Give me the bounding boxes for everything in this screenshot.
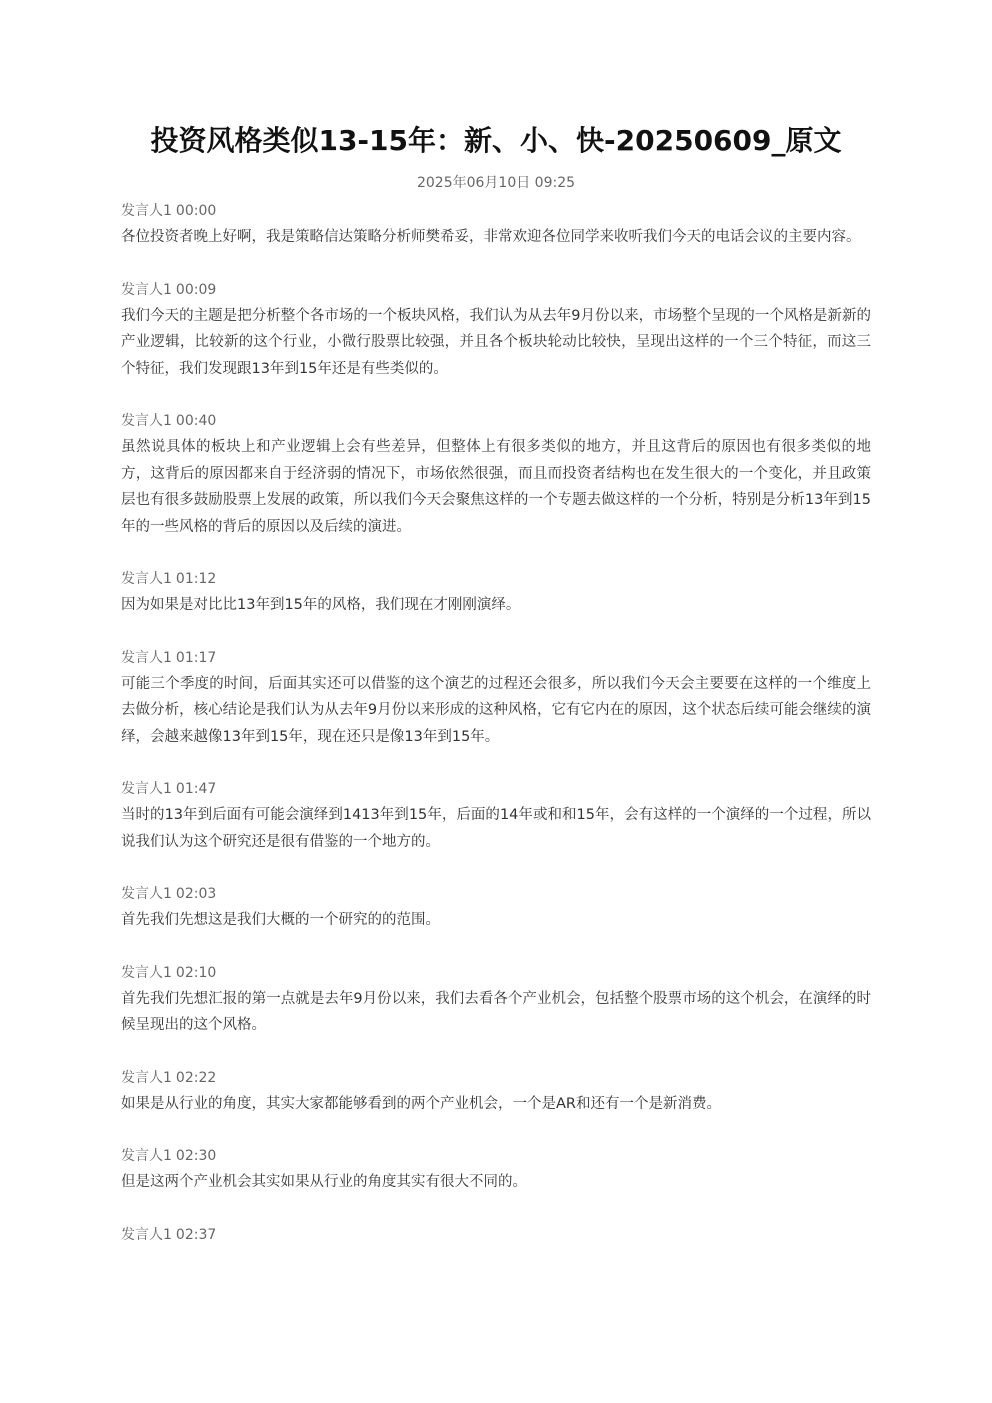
transcript-segment <box>121 645 871 751</box>
speaker-timestamp: 02:22 <box>175 1069 217 1086</box>
speaker-name: 发言人1 <box>121 413 172 429</box>
speaker-line <box>121 776 871 802</box>
utterance-text: 可能三个季度的时间，后面其实还可以借鉴的这个演艺的过程还会很多，所以我们今天会主要要在这样的一个维度上去做分析，核心结论是我们认为从去年9月份以来形成的这种风格，它有它内在的原因，这个状态后续可能会继续的演绎，会越来越像13年到15年，现在还只是像13年到15年。 <box>121 675 871 745</box>
speaker-line <box>121 198 871 224</box>
transcript-segment <box>121 960 871 1039</box>
speaker-line <box>121 960 871 986</box>
speaker-timestamp: 02:37 <box>175 1226 217 1243</box>
transcript-list <box>121 198 871 1274</box>
transcript-segment <box>121 277 871 383</box>
utterance-text: 如果是从行业的角度，其实大家都能够看到的两个产业机会，一个是AR和还有一个是新消费。 <box>121 1095 721 1112</box>
speaker-timestamp: 02:30 <box>175 1148 217 1164</box>
document-datetime: 2025年06月10日 09:25 <box>416 175 576 191</box>
speaker-name: 发言人1 <box>121 1069 172 1086</box>
speaker-name: 发言人1 <box>121 1226 172 1243</box>
speaker-name: 发言人1 <box>121 649 172 666</box>
utterance-text: 我们今天的主题是把分析整个各市场的一个板块风格，我们认为从去年9月份以来，市场整个呈现的一个风格是新新的产业逻辑，比较新的这个行业，小微行股票比较强，并且各个板块轮动比较快，呈现出这样的一个三个特征，而这三个特征，我们发现跟13年到15年还是有些类似的。 <box>121 307 871 377</box>
speaker-line <box>121 1143 871 1169</box>
speaker-line <box>121 1065 871 1091</box>
utterance-text: 因为如果是对比比13年到15年的风格，我们现在才刚刚演绎。 <box>121 597 521 613</box>
utterance-text: 首先我们先想汇报的第一点就是去年9月份以来，我们去看各个产业机会，包括整个股票市场的这个机会，在演绎的时候呈现出的这个风格。 <box>121 990 871 1033</box>
transcript-segment <box>121 1065 871 1118</box>
speaker-name: 发言人1 <box>121 964 172 981</box>
utterance-text: 首先我们先想这是我们大概的一个研究的的范围。 <box>121 912 440 928</box>
speaker-timestamp: 01:47 <box>175 781 217 797</box>
transcript-segment <box>121 1143 871 1196</box>
speaker-timestamp: 00:40 <box>175 413 217 429</box>
speaker-name: 发言人1 <box>121 781 172 797</box>
transcript-segment <box>121 198 871 251</box>
speaker-timestamp: 02:10 <box>175 964 217 981</box>
speaker-timestamp: 01:17 <box>175 649 217 666</box>
speaker-timestamp: 01:12 <box>175 571 217 587</box>
speaker-timestamp: 02:03 <box>175 886 217 902</box>
speaker-line <box>121 645 871 671</box>
page-title: 投资风格类似13-15年：新、小、快-20250609_原文 <box>150 124 842 157</box>
speaker-line <box>121 1222 871 1248</box>
speaker-name: 发言人1 <box>121 1148 172 1164</box>
transcript-segment <box>121 566 871 619</box>
speaker-line <box>121 566 871 592</box>
utterance-text: 当时的13年到后面有可能会演绎到1413年到15年，后面的14年或和和15年，会有这样的一个演绎的一个过程，所以说我们认为这个研究还是很有借鉴的一个地方的。 <box>121 807 871 850</box>
utterance-text: 各位投资者晚上好啊，我是策略信达策略分析师樊希妥，非常欢迎各位同学来收听我们今天的电话会议的主要内容。 <box>121 229 861 245</box>
speaker-line <box>121 881 871 907</box>
transcript-segment <box>121 776 871 855</box>
speaker-line <box>121 408 871 434</box>
utterance-text: 但是这两个产业机会其实如果从行业的角度其实有很大不同的。 <box>121 1174 527 1190</box>
speaker-name: 发言人1 <box>121 281 172 298</box>
speaker-timestamp: 00:00 <box>175 203 217 219</box>
transcript-segment <box>121 408 871 540</box>
transcript-segment <box>121 1222 871 1248</box>
speaker-name: 发言人1 <box>121 886 172 902</box>
speaker-name: 发言人1 <box>121 203 172 219</box>
utterance-text: 虽然说具体的板块上和产业逻辑上会有些差异，但整体上有很多类似的地方，并且这背后的原因也有很多类似的地方，这背后的原因都来自于经济弱的情况下，市场依然很强，而且而投资者结构也在发生很大的一个变化，并且政策层也有很多鼓励股票上发展的政策，所以我们今天会聚焦这样的一个专题去做这样的一个分析，特别是分析13年到15年的一些风格的背后的原因以及后续的演进。 <box>121 439 871 535</box>
speaker-name: 发言人1 <box>121 571 172 587</box>
speaker-line <box>121 277 871 303</box>
transcript-segment <box>121 881 871 934</box>
speaker-timestamp: 00:09 <box>175 281 217 298</box>
